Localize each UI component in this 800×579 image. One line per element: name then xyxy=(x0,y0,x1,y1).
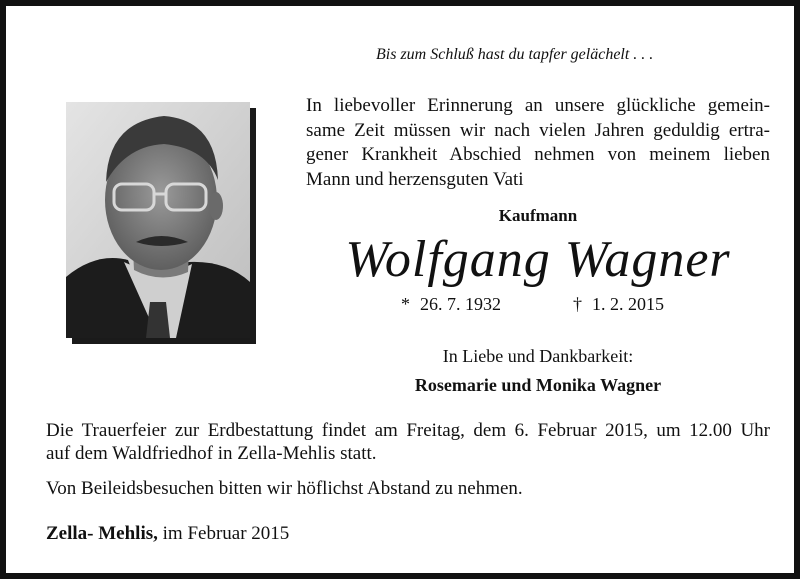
profession: Kaufmann xyxy=(498,206,578,225)
funeral-info xyxy=(46,419,770,465)
funeral-line: auf dem Waldfriedhof in Zella-Mehlis statt. xyxy=(46,443,377,464)
intro-line: same Zeit müssen wir nach vielen Jahren geduldig ertra- xyxy=(306,119,770,141)
intro-line: In liebevoller Erinnerung an unsere glückliche gemein- xyxy=(306,95,770,116)
birth-date-group xyxy=(401,294,501,315)
place: Zella- Mehlis, xyxy=(46,523,158,544)
death-date-group xyxy=(573,294,664,315)
gratitude-line: In Liebe und Dankbarkeit: xyxy=(442,346,634,366)
condolence-note: Von Beileidsbesuchen bitten wir höflichst Abstand zu nehmen. xyxy=(46,478,523,499)
intro-text xyxy=(306,94,770,192)
intro-line: gener Krankheit Abschied nehmen von meinem lieben xyxy=(306,144,770,165)
portrait-photo xyxy=(66,102,250,338)
portrait-illustration xyxy=(66,102,250,338)
place-date xyxy=(46,523,289,545)
mourners-names: Rosemarie und Monika Wagner xyxy=(414,375,662,395)
death-date: 1. 2. 2015 xyxy=(592,294,664,314)
motto: Bis zum Schluß hast du tapfer gelächelt . . . xyxy=(376,46,654,63)
deceased-name: Wolfgang Wagner xyxy=(345,231,731,288)
date: im Februar 2015 xyxy=(162,523,290,544)
birth-star-icon: * xyxy=(401,294,410,314)
intro-line: Mann und herzensguten Vati xyxy=(306,168,524,190)
funeral-line: Die Trauerfeier zur Erdbestattung findet am Freitag, dem 6. Februar 2015, um 12.00 Uhr xyxy=(46,420,770,441)
death-cross-icon: † xyxy=(573,294,582,314)
birth-date: 26. 7. 1932 xyxy=(420,294,501,314)
